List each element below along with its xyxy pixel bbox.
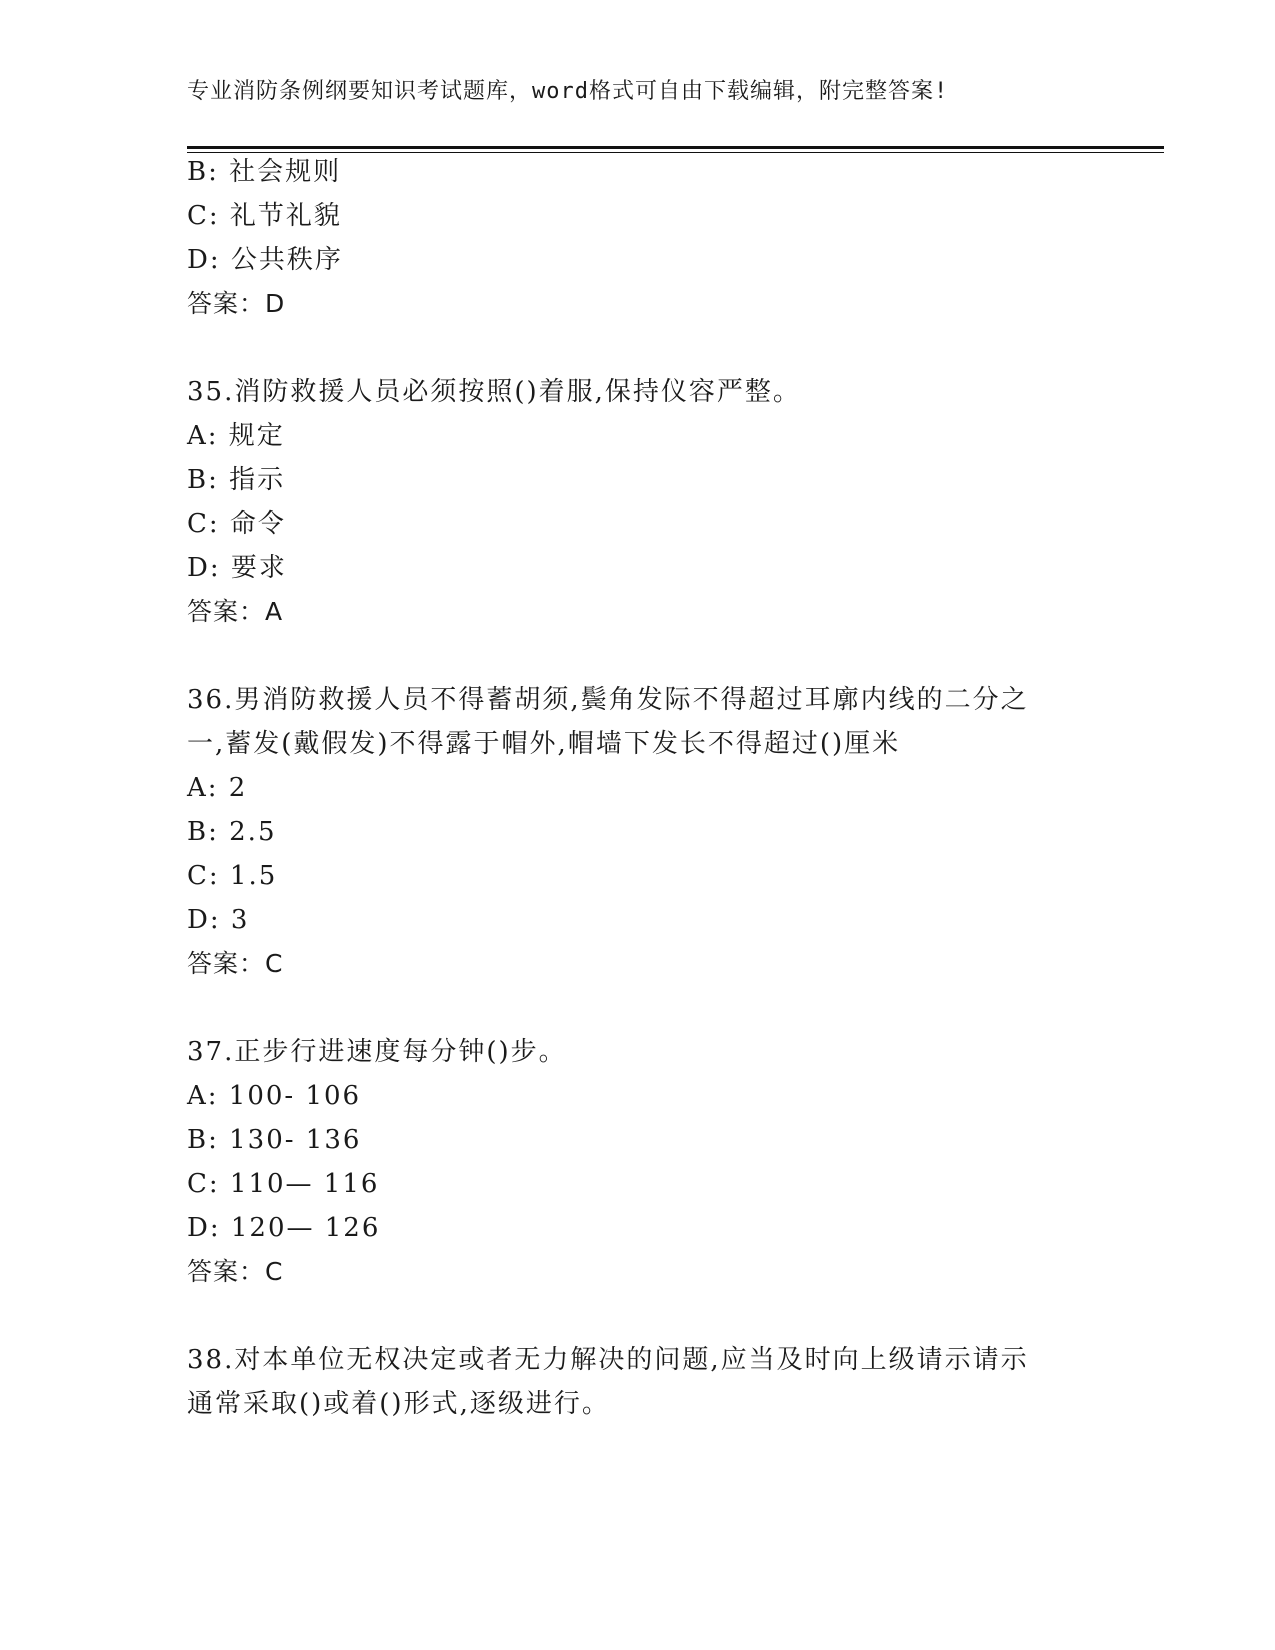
document-header: 专业消防条例纲要知识考试题库，word格式可自由下载编辑，附完整答案! xyxy=(187,79,949,104)
question-36-text-line2: 一,蓄发(戴假发)不得露于帽外,帽墙下发长不得超过()厘米 xyxy=(187,729,901,759)
option-c: C: 命令 xyxy=(187,509,286,539)
option-a: A: 2 xyxy=(187,773,248,803)
question-38-text-line1: 38.对本单位无权决定或者无力解决的问题,应当及时向上级请示请示 xyxy=(187,1345,1029,1375)
option-c: C: 1.5 xyxy=(187,861,278,891)
answer-label: 答案：C xyxy=(187,949,284,978)
answer-label: 答案：C xyxy=(187,1257,284,1286)
option-a: A: 规定 xyxy=(187,421,285,451)
option-d: D: 要求 xyxy=(187,553,287,583)
question-38-text-line2: 通常采取()或着()形式,逐级进行。 xyxy=(187,1389,610,1419)
option-d: D: 120— 126 xyxy=(187,1213,381,1243)
question-37-text: 37.正步行进速度每分钟()步。 xyxy=(187,1037,567,1067)
header-rule-thick xyxy=(187,146,1164,149)
option-b: B: 社会规则 xyxy=(187,157,342,187)
option-b: B: 指示 xyxy=(187,465,286,495)
option-d: D: 3 xyxy=(187,905,250,935)
option-b: B: 130- 136 xyxy=(187,1125,362,1155)
option-a: A: 100- 106 xyxy=(187,1081,362,1111)
option-b: B: 2.5 xyxy=(187,817,277,847)
header-rule-thin xyxy=(187,152,1164,153)
answer-label: 答案：D xyxy=(187,289,286,318)
option-c: C: 110— 116 xyxy=(187,1169,380,1199)
question-35-text: 35.消防救援人员必须按照()着服,保持仪容严整。 xyxy=(187,377,801,407)
question-36-text-line1: 36.男消防救援人员不得蓄胡须,鬓角发际不得超过耳廓内线的二分之 xyxy=(187,685,1029,715)
answer-label: 答案：A xyxy=(187,597,284,626)
option-d: D: 公共秩序 xyxy=(187,245,343,275)
option-c: C: 礼节礼貌 xyxy=(187,201,342,231)
